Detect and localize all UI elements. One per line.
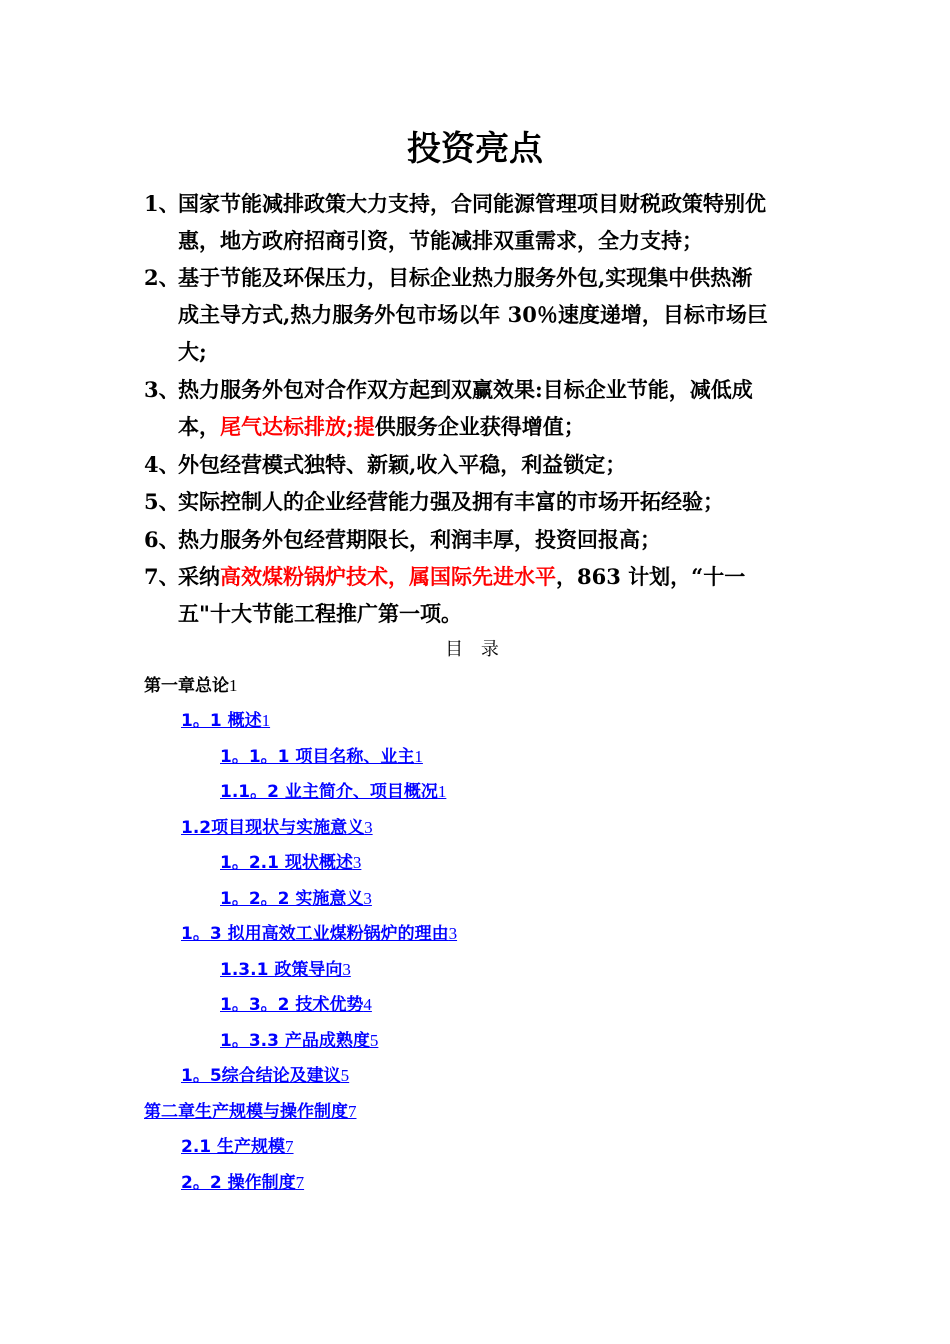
toc-page-number: 1 xyxy=(229,676,238,695)
highlight-text: 基于节能及环保压力，目标企业热力服务外包,实现集中供热渐 xyxy=(178,265,753,290)
highlight-text: 采纳 xyxy=(178,564,220,589)
highlight-text: 五"十大节能工程推广第一项。 xyxy=(178,601,462,626)
toc-page-number: 7 xyxy=(295,1173,305,1192)
highlight-text: 实际控制人的企业经营能力强及拥有丰富的市场开拓经验； xyxy=(178,489,724,514)
toc-link-1-3[interactable] xyxy=(181,921,457,947)
toc-link-1-1-1[interactable] xyxy=(220,744,423,770)
toc-entry-chapter-1 xyxy=(144,673,238,699)
highlight-emphasis: 尾气达标排放;提 xyxy=(220,414,375,439)
toc-entry-title: 1。1 概述 xyxy=(181,711,262,731)
toc-entry-title: 第一章总论 xyxy=(144,676,229,696)
highlight-text: 大; xyxy=(178,339,207,364)
highlight-item-3 xyxy=(144,371,812,445)
highlight-text: 国家节能减排政策大力支持，合同能源管理项目财税政策特别优 xyxy=(178,191,766,216)
highlight-number: 3、 xyxy=(144,377,180,402)
toc-link-1-3-1[interactable] xyxy=(220,957,351,983)
toc-link-1-2-1[interactable] xyxy=(220,850,361,876)
toc-page-number: 7 xyxy=(348,1102,357,1121)
toc-link-1-3-3[interactable] xyxy=(220,1028,378,1054)
highlight-number: 4、 xyxy=(144,452,180,477)
toc-page-number: 4 xyxy=(363,995,372,1014)
toc-entry-title: 1。2。2 实施意义 xyxy=(220,889,364,909)
toc-page-number: 1 xyxy=(437,782,447,801)
highlight-number: 7、 xyxy=(144,564,180,589)
toc-entry-title: 1.3.1 政策导向 xyxy=(220,960,343,980)
toc-link-1-3-2[interactable] xyxy=(220,992,372,1018)
highlight-text: 外包经营模式独特、新颖,收入平稳，利益锁定； xyxy=(178,452,627,477)
toc-entry-title: 1。1。1 项目名称、业主 xyxy=(220,747,415,767)
highlight-text: 供服务企业获得增值； xyxy=(374,414,585,439)
toc-title: 目 录 xyxy=(445,639,505,660)
highlight-item-5 xyxy=(144,483,812,520)
highlight-text: 本， xyxy=(178,414,220,439)
highlight-number: 6、 xyxy=(144,527,180,552)
highlight-text: 热力服务外包经营期限长，利润丰厚，投资回报高； xyxy=(178,527,661,552)
toc-page-number: 3 xyxy=(363,889,372,908)
toc-entry-title: 1.2项目现状与实施意义 xyxy=(181,818,365,838)
highlight-number: 1、 xyxy=(144,191,180,216)
toc-page-number: 3 xyxy=(342,960,351,979)
toc-page-number: 1 xyxy=(261,711,271,730)
highlight-text: 惠，地方政府招商引资，节能减排双重需求，全力支持； xyxy=(178,228,703,253)
toc-entry-title: 1.1。2 业主简介、项目概况 xyxy=(220,782,438,802)
toc-entry-title: 1。3。2 技术优势 xyxy=(220,995,364,1015)
highlight-item-2 xyxy=(144,259,812,370)
toc-page-number: 1 xyxy=(414,747,423,766)
toc-page-number: 3 xyxy=(448,924,458,943)
toc-link-1-5[interactable] xyxy=(181,1063,349,1089)
toc-page-number: 3 xyxy=(364,818,373,837)
toc-entry-title: 1。5综合结论及建议 xyxy=(181,1066,341,1086)
toc-page-number: 7 xyxy=(285,1137,294,1156)
toc-entry-title: 1。3 拟用高效工业煤粉锅炉的理由 xyxy=(181,924,449,944)
highlight-item-7 xyxy=(144,558,812,632)
toc-page-number: 3 xyxy=(352,853,362,872)
toc-link-chapter-2[interactable] xyxy=(144,1099,357,1125)
page-title: 投资亮点 xyxy=(407,129,543,169)
toc-link-1-1[interactable] xyxy=(181,708,270,734)
highlight-item-1 xyxy=(144,185,812,259)
toc-link-2-2[interactable] xyxy=(181,1170,304,1196)
highlight-text: 成主导方式,热力服务外包市场以年 30％速度递增，目标市场巨 xyxy=(178,302,768,327)
toc-link-2-1[interactable] xyxy=(181,1134,294,1160)
highlight-text: ，863 计划，“十一 xyxy=(556,564,746,589)
toc-page-number: 5 xyxy=(340,1066,350,1085)
highlight-number: 2、 xyxy=(144,265,180,290)
highlight-item-6 xyxy=(144,521,812,558)
toc-link-1-2-2[interactable] xyxy=(220,886,372,912)
highlight-text: 热力服务外包对合作双方起到双赢效果:目标企业节能，减低成 xyxy=(178,377,753,402)
toc-entry-title: 2。2 操作制度 xyxy=(181,1173,296,1193)
toc-entry-title: 1。3.3 产品成熟度 xyxy=(220,1031,370,1051)
toc-entry-title: 1。2.1 现状概述 xyxy=(220,853,353,873)
toc-link-1-2[interactable] xyxy=(181,815,373,841)
highlight-item-4 xyxy=(144,446,812,483)
toc-entry-title: 2.1 生产规模 xyxy=(181,1137,286,1157)
highlight-number: 5、 xyxy=(144,489,180,514)
toc-entry-title: 第二章生产规模与操作制度 xyxy=(144,1102,348,1122)
toc-link-1-1-2[interactable] xyxy=(220,779,446,805)
toc-page-number: 5 xyxy=(369,1031,379,1050)
highlight-emphasis: 高效煤粉锅炉技术，属国际先进水平 xyxy=(220,564,556,589)
